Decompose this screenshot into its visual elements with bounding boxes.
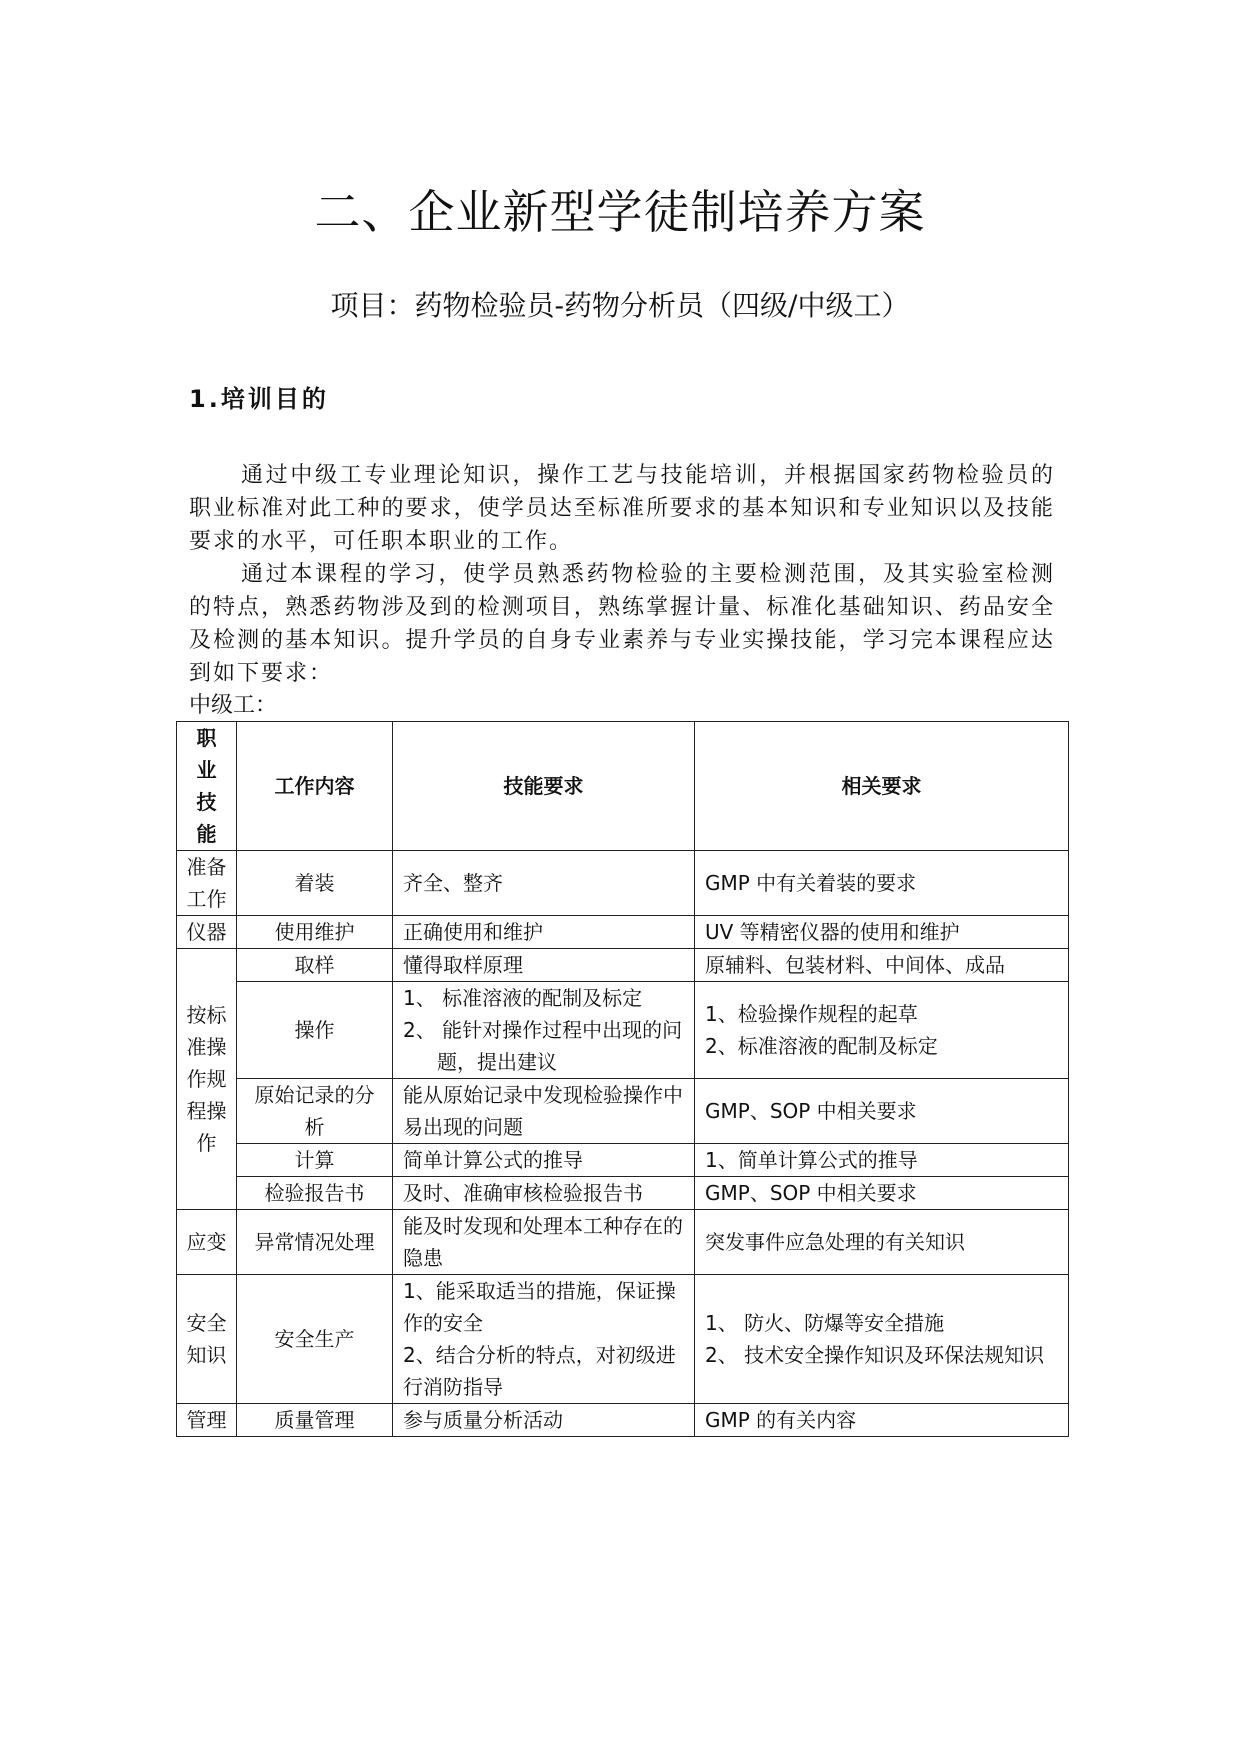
requirement-item: 1、 防火、防爆等安全措施 bbox=[705, 1311, 945, 1335]
task-cell: 安全生产 bbox=[237, 1275, 393, 1404]
skill-cell: 简单计算公式的推导 bbox=[393, 1144, 695, 1177]
task-cell: 着装 bbox=[237, 851, 393, 916]
category-cell: 仪器 bbox=[177, 916, 237, 949]
requirement-item: 2、标准溶液的配制及标定 bbox=[705, 1034, 938, 1058]
requirement-cell: GMP、SOP 中相关要求 bbox=[695, 1079, 1069, 1144]
table-row bbox=[177, 1079, 1069, 1144]
table-row bbox=[177, 1210, 1069, 1275]
table-header-row bbox=[177, 722, 1069, 851]
skill-item: 2、结合分析的特点，对初级进行消防指导 bbox=[403, 1343, 676, 1399]
table-row bbox=[177, 1404, 1069, 1437]
skill-cell: 能从原始记录中发现检验操作中易出现的问题 bbox=[393, 1079, 695, 1144]
skill-item: 1、 标准溶液的配制及标定 bbox=[403, 986, 643, 1010]
requirement-item: 2、 技术安全操作知识及环保法规知识 bbox=[705, 1343, 1045, 1367]
paragraph: 通过本课程的学习，使学员熟悉药物检验的主要检测范围，及其实验室检测的特点，熟悉药物涉及到的检测项目，熟练掌握计量、标准化基础知识、药品安全及检测的基本知识。提升学员的自身专业素养与专业实操技能，学习完本课程应达到如下要求： bbox=[189, 562, 1055, 686]
table-header-cell: 相关要求 bbox=[695, 722, 1069, 851]
task-cell: 操作 bbox=[237, 982, 393, 1079]
requirement-cell: GMP 中有关着装的要求 bbox=[695, 851, 1069, 916]
skill-cell: 齐全、整齐 bbox=[393, 851, 695, 916]
category-cell: 管理 bbox=[177, 1404, 237, 1437]
requirement-cell: 1、简单计算公式的推导 bbox=[695, 1144, 1069, 1177]
skill-cell: 及时、准确审核检验报告书 bbox=[393, 1177, 695, 1210]
page-title: 二、企业新型学徒制培养方案 bbox=[314, 185, 926, 239]
requirement-cell: GMP 的有关内容 bbox=[695, 1404, 1069, 1437]
table-row bbox=[177, 1144, 1069, 1177]
task-cell: 原始记录的分析 bbox=[237, 1079, 393, 1144]
skill-cell: 参与质量分析活动 bbox=[393, 1404, 695, 1437]
table-header-cell: 工作内容 bbox=[237, 722, 393, 851]
skill-cell: 能及时发现和处理本工种存在的隐患 bbox=[393, 1210, 695, 1275]
requirement-cell bbox=[695, 982, 1069, 1079]
table-header-cell: 技能要求 bbox=[393, 722, 695, 851]
table-header-cell: 职业技能 bbox=[177, 722, 237, 851]
task-cell: 检验报告书 bbox=[237, 1177, 393, 1210]
table-row bbox=[177, 949, 1069, 982]
task-cell: 异常情况处理 bbox=[237, 1210, 393, 1275]
requirement-cell: UV 等精密仪器的使用和维护 bbox=[695, 916, 1069, 949]
task-cell: 计算 bbox=[237, 1144, 393, 1177]
category-cell: 应变 bbox=[177, 1210, 237, 1275]
table-row bbox=[177, 982, 1069, 1079]
paragraph: 通过中级工专业理论知识，操作工艺与技能培训，并根据国家药物检验员的职业标准对此工种的要求，使学员达至标准所要求的基本知识和专业知识以及技能要求的水平，可任职本职业的工作。 bbox=[189, 463, 1055, 554]
skill-item: 1、能采取适当的措施，保证操作的安全 bbox=[403, 1279, 676, 1335]
table-row bbox=[177, 851, 1069, 916]
category-cell: 准备工作 bbox=[177, 851, 237, 916]
category-cell: 按标准操作规程操作 bbox=[177, 949, 237, 1210]
section-heading: 1.培训目的 bbox=[189, 385, 329, 413]
table-row bbox=[177, 1275, 1069, 1404]
skill-cell bbox=[393, 982, 695, 1079]
task-cell: 质量管理 bbox=[237, 1404, 393, 1437]
skill-cell: 懂得取样原理 bbox=[393, 949, 695, 982]
skill-cell: 正确使用和维护 bbox=[393, 916, 695, 949]
page-subtitle: 项目：药物检验员-药物分析员（四级/中级工） bbox=[330, 289, 910, 322]
requirement-cell: 原辅料、包装材料、中间体、成品 bbox=[695, 949, 1069, 982]
requirement-cell bbox=[695, 1275, 1069, 1404]
table-row bbox=[177, 916, 1069, 949]
category-cell: 安全知识 bbox=[177, 1275, 237, 1404]
task-cell: 取样 bbox=[237, 949, 393, 982]
requirement-cell: 突发事件应急处理的有关知识 bbox=[695, 1210, 1069, 1275]
requirement-item: 1、检验操作规程的起草 bbox=[705, 1002, 918, 1026]
table-row bbox=[177, 1177, 1069, 1210]
skill-item: 2、 能针对操作过程中出现的问题，提出建议 bbox=[403, 1018, 683, 1074]
requirement-cell: GMP、SOP 中相关要求 bbox=[695, 1177, 1069, 1210]
skills-table bbox=[176, 721, 1069, 1437]
skill-cell bbox=[393, 1275, 695, 1404]
task-cell: 使用维护 bbox=[237, 916, 393, 949]
level-label: 中级工： bbox=[189, 693, 278, 718]
